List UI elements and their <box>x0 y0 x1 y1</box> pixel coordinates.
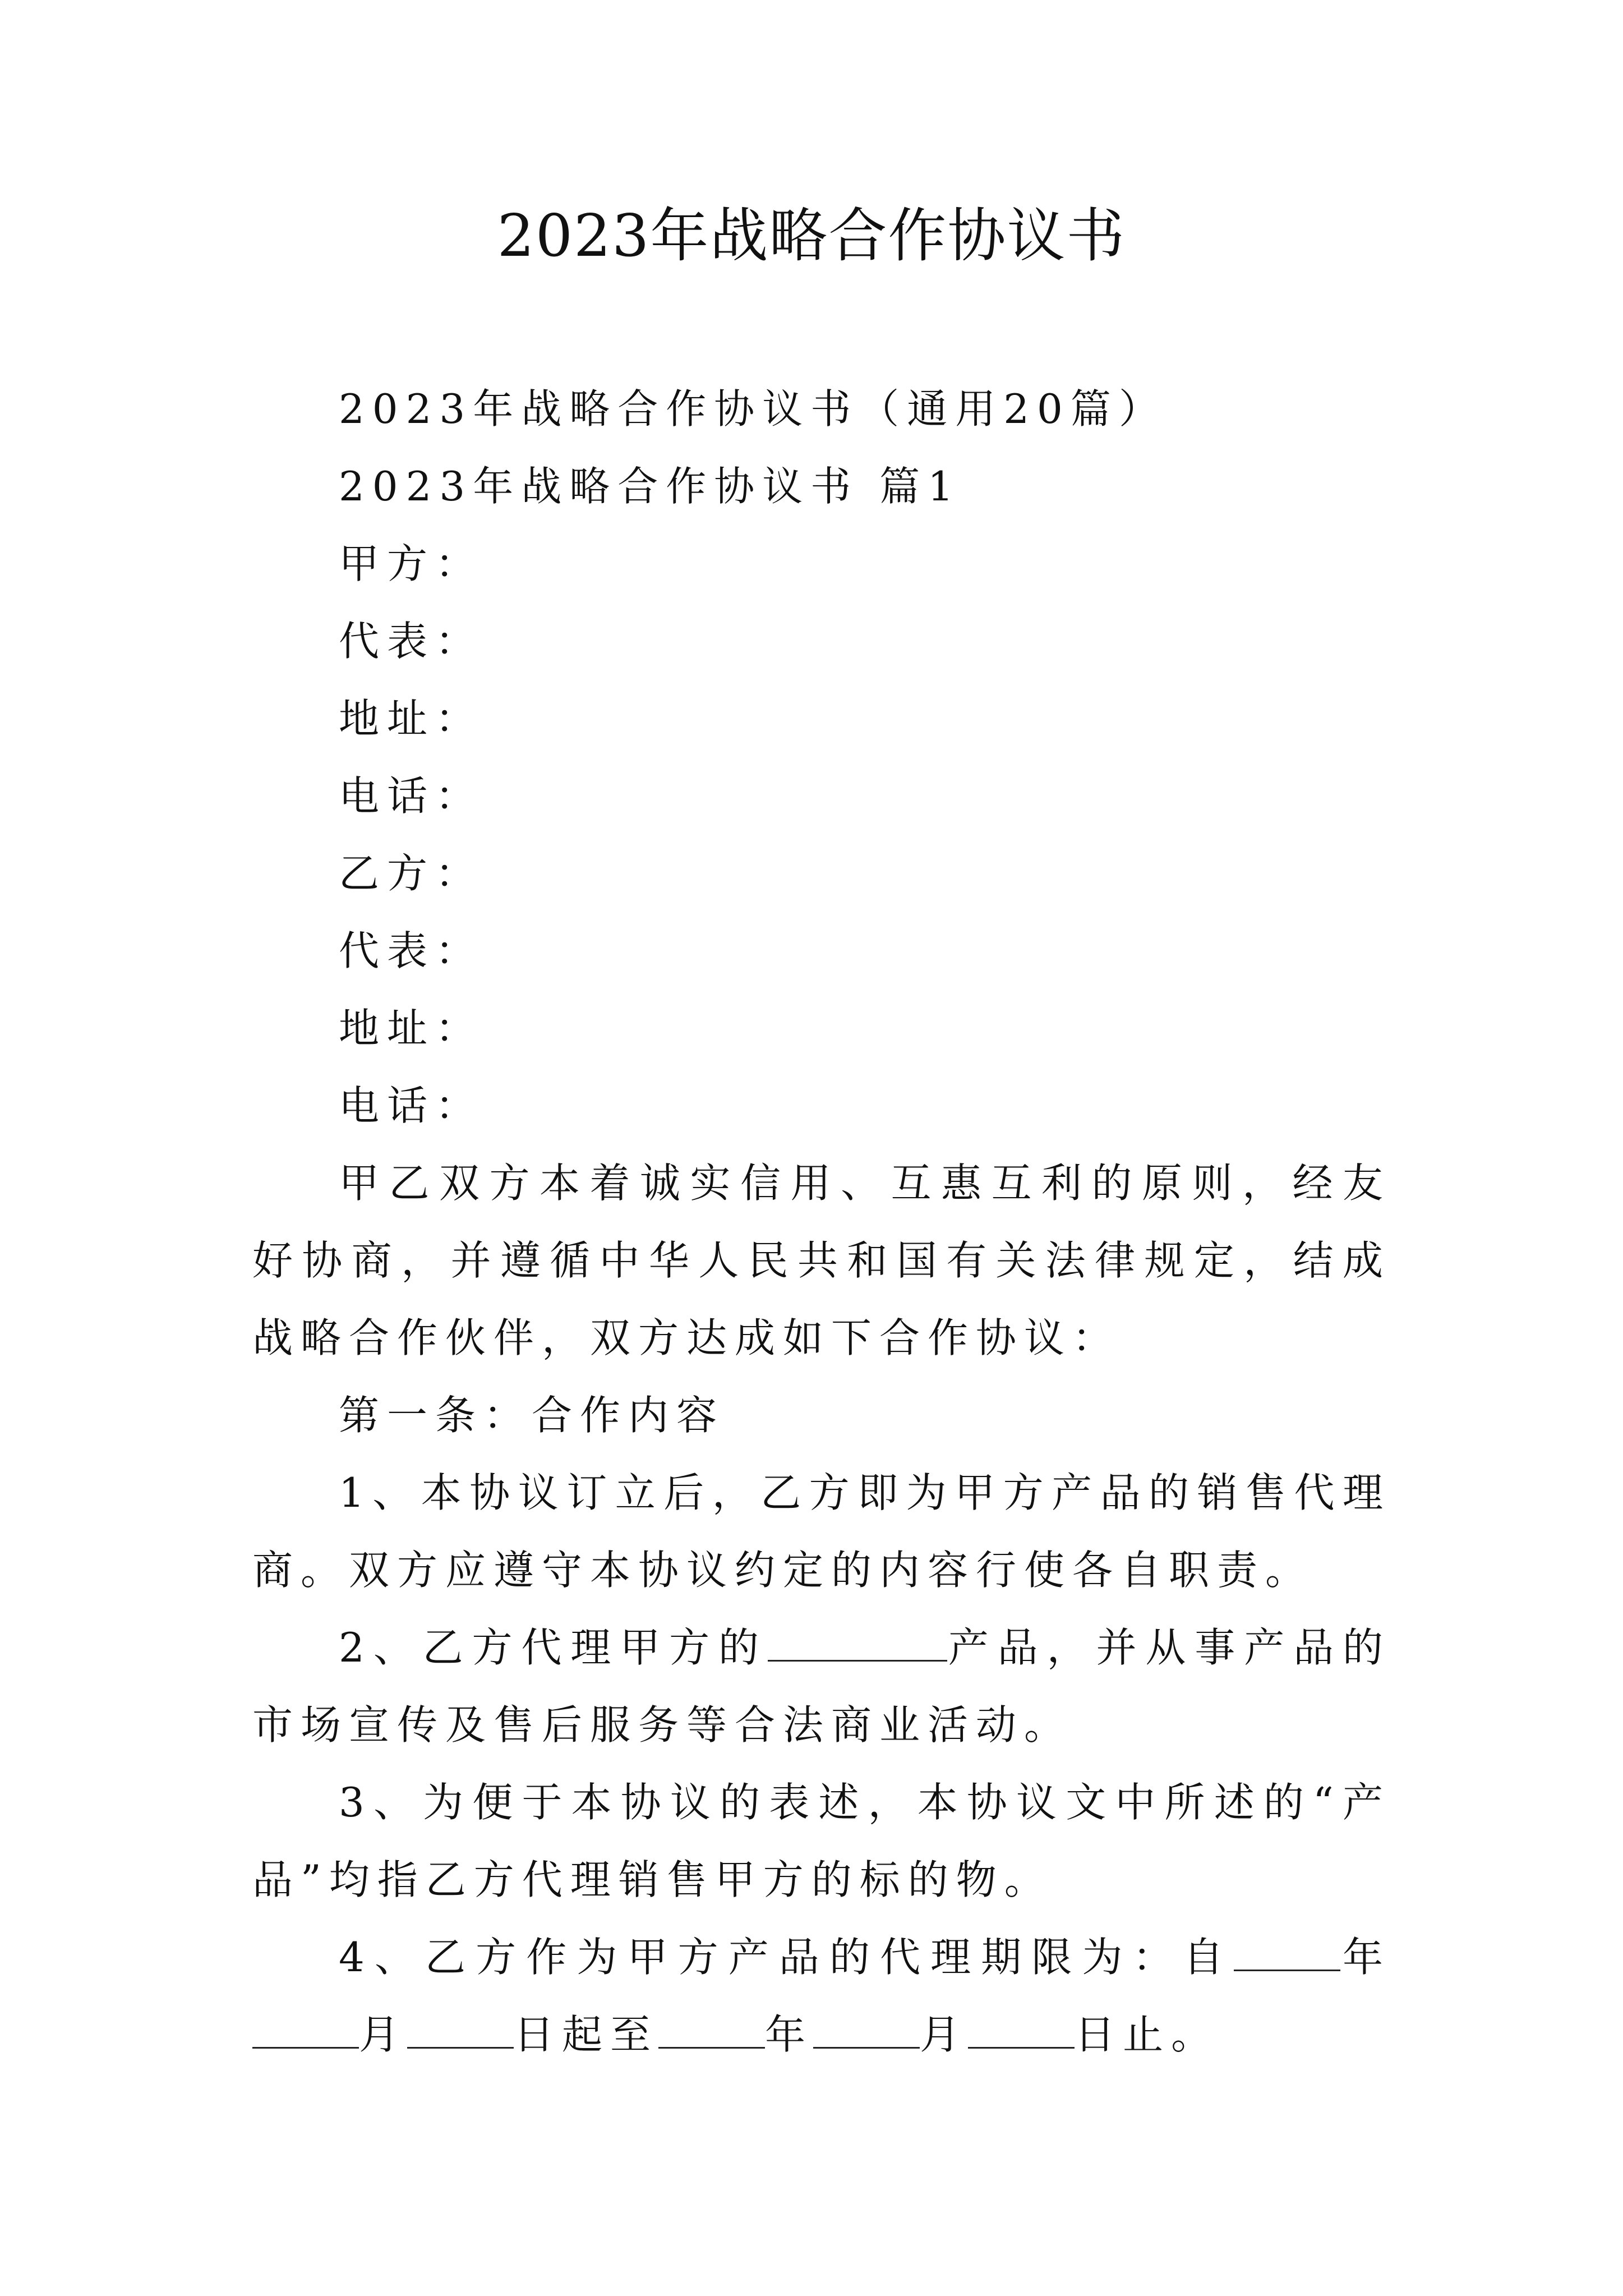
document-title: 2023年战略合作协议书 <box>497 201 1126 270</box>
clause-4-year2: 年 <box>765 2011 814 2058</box>
clause-2-after: 产品，并从事产品的市场宣传及售后服务等合法商业活动。 <box>252 1624 1391 1749</box>
clause-4-prefix: 4、乙方作为甲方产品的代理期限为：自 <box>339 1934 1234 1981</box>
subtitle: 2023年战略合作协议书（通用20篇） <box>339 385 1167 432</box>
party-b-label: 乙方： <box>339 850 484 897</box>
clause-4-month: 月 <box>359 2011 408 2058</box>
clause-1: 1、本协议订立后，乙方即为甲方产品的销售代理商。双方应遵守本协议约定的内容行使各自职责。 <box>252 1469 1391 1594</box>
document-body <box>252 370 1391 2073</box>
start-year-blank[interactable] <box>1234 1932 1340 1971</box>
clause-4 <box>252 1918 1391 2073</box>
clause-2 <box>252 1609 1391 1764</box>
party-a-rep: 代表： <box>339 618 484 665</box>
start-day-blank[interactable] <box>407 2010 514 2049</box>
clause-4-day-from: 日起至 <box>514 2011 659 2058</box>
clause-4-month2: 月 <box>920 2011 969 2058</box>
party-a-phone: 电话： <box>339 772 484 820</box>
party-b-phone: 电话： <box>339 1082 484 1129</box>
party-b-address: 地址： <box>339 1005 484 1052</box>
start-month-blank[interactable] <box>252 2010 359 2049</box>
end-month-blank[interactable] <box>813 2010 920 2049</box>
end-day-blank[interactable] <box>968 2010 1075 2049</box>
intro-paragraph: 甲乙双方本着诚实信用、互惠互利的原则，经友好协商，并遵循中华人民共和国有关法律规定，结成战略合作伙伴，双方达成如下合作协议： <box>252 1159 1391 1361</box>
product-blank[interactable] <box>768 1623 947 1662</box>
party-b-rep: 代表： <box>339 927 484 974</box>
end-year-blank[interactable] <box>658 2010 765 2049</box>
party-a-address: 地址： <box>339 695 484 742</box>
article1-heading: 第一条：合作内容 <box>339 1392 725 1439</box>
clause-4-day-end: 日止。 <box>1075 2011 1220 2058</box>
clause-3: 3、为便于本协议的表述，本协议文中所述的“产品”均指乙方代理销售甲方的标的物。 <box>252 1779 1391 1903</box>
section-heading: 2023年战略合作协议书 篇1 <box>339 463 961 510</box>
clause-4-year: 年 <box>1340 1934 1391 1981</box>
clause-2-before: 2、乙方代理甲方的 <box>339 1624 768 1671</box>
party-a-label: 甲方： <box>339 540 484 587</box>
